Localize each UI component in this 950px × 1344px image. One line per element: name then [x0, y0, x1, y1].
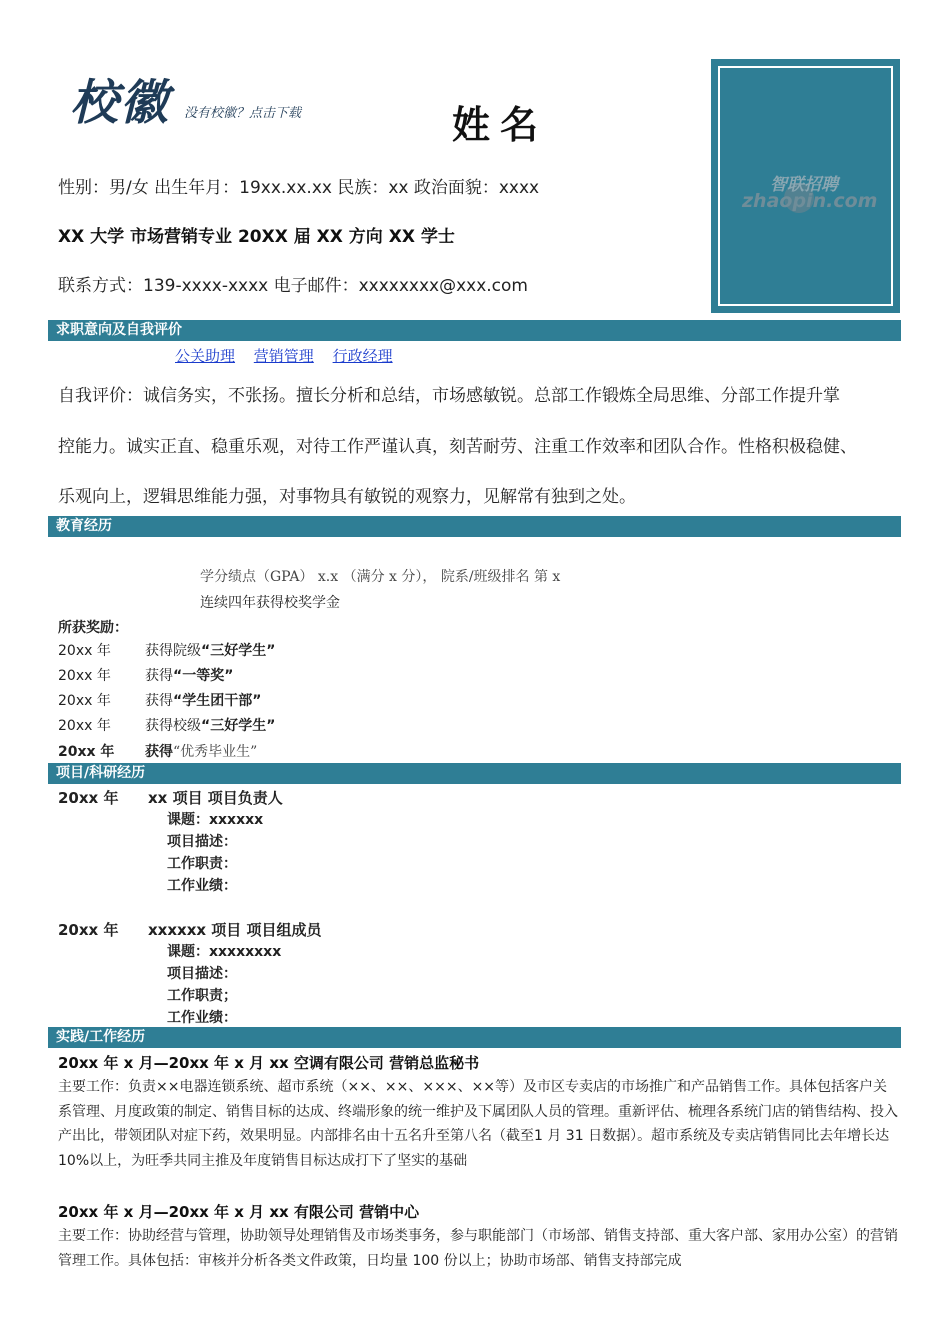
award-name: “三好学生” — [201, 718, 276, 734]
self-eval-line-3: 乐观向上，逻辑思维能力强，对事物具有敏锐的观察力，见解常有独到之处。 — [58, 487, 636, 507]
award-item — [145, 741, 257, 761]
self-eval-line-2: 控能力。诚实正直、稳重乐观，对待工作严谨认真，刻苦耐劳、注重工作效率和团队合作。性格积极稳健、 — [58, 437, 857, 457]
project-year: 20xx 年 — [58, 921, 119, 939]
award-prefix: 获得 — [145, 668, 173, 684]
award-item — [145, 665, 233, 685]
project-title: xx 项目 项目负责人 — [148, 789, 283, 807]
award-year: 20xx 年 — [58, 643, 111, 659]
project-title: xxxxxx 项目 项目组成员 — [148, 921, 322, 939]
award-item — [145, 690, 261, 710]
award-year: 20xx 年 — [58, 668, 111, 684]
award-prefix: 获得 — [145, 744, 173, 760]
school-logo[interactable]: 校徽 — [70, 75, 171, 131]
award-year: 20xx 年 — [58, 718, 111, 734]
basic-info: 性别：男/女 出生年月：19xx.xx.xx 民族：xx 政治面貌：xxxx — [58, 178, 540, 198]
award-name: “优秀毕业生” — [173, 744, 258, 760]
project-topic: 课题：xxxxxx — [167, 812, 264, 828]
job-link-pr-assistant[interactable]: 公关助理 — [175, 347, 236, 365]
award-prefix: 获得 — [145, 693, 173, 709]
project-duty: 工作职责： — [167, 856, 237, 872]
project-result: 工作业绩： — [167, 1010, 237, 1026]
job-intent-links — [175, 345, 407, 366]
award-year: 20xx 年 — [58, 693, 111, 709]
award-name: “学生团干部” — [173, 693, 262, 709]
job-link-marketing[interactable]: 营销管理 — [253, 347, 314, 365]
scholarship-line: 连续四年获得校奖学金 — [200, 595, 340, 611]
section-intent-header: 求职意向及自我评价 — [48, 320, 901, 341]
gpa-line: 学分绩点（GPA） x.x （满分 x 分）， 院系/班级排名 第 x — [200, 569, 561, 585]
education-summary: XX 大学 市场营销专业 20XX 届 XX 方向 XX 学士 — [58, 227, 455, 247]
work-title: 20xx 年 x 月—20xx 年 x 月 xx 空调有限公司 营销总监秘书 — [58, 1054, 480, 1072]
awards-title: 所获奖励： — [58, 620, 128, 636]
section-education-header: 教育经历 — [48, 516, 901, 537]
project-duty: 工作职责； — [167, 988, 237, 1004]
award-item — [145, 640, 275, 660]
project-desc: 项目描述： — [167, 966, 237, 982]
logo-download-hint[interactable]: 没有校徽？点击下载 — [184, 106, 302, 121]
award-name: “三好学生” — [201, 643, 276, 659]
section-project-header: 项目/科研经历 — [48, 763, 901, 784]
work-body: 主要工作：负责××电器连锁系统、超市系统（××、××、×××、××等）及市区专卖店的市场推广和产品销售工作。具体包括客户关系管理、月度政策的制定、销售目标的达成、终端形象的统一维护及下属团队人员的管理。重新评估、梳理各系统门店的销售结构、投入产出比，带领团队对症下药，效果明显。内部排名由十五名升至第八名（截至1 月 31 日数据）。超市系统及专卖店销售同比去年增长达 10%以上，为旺季共同主推及年度销售目标达成打下了坚实的基础 — [58, 1079, 898, 1169]
award-year: 20xx 年 — [58, 744, 115, 760]
award-prefix: 获得院级 — [145, 643, 201, 659]
section-work-header: 实践/工作经历 — [48, 1027, 901, 1048]
project-desc: 项目描述： — [167, 834, 237, 850]
contact-info: 联系方式：139-xxxx-xxxx 电子邮件：xxxxxxxx@xxx.com — [58, 276, 528, 296]
work-title: 20xx 年 x 月—20xx 年 x 月 xx 有限公司 营销中心 — [58, 1203, 420, 1221]
job-link-admin-manager[interactable]: 行政经理 — [332, 347, 393, 365]
photo-placeholder[interactable] — [711, 59, 900, 313]
award-item — [145, 715, 275, 735]
self-eval-line-1: 自我评价：诚信务实，不张扬。擅长分析和总结，市场感敏锐。总部工作锻炼全局思维、分部工作提升掌 — [58, 386, 840, 406]
resume-name: 姓名 — [452, 103, 549, 147]
watermark-en: zhaopin.com — [742, 190, 878, 212]
project-year: 20xx 年 — [58, 789, 119, 807]
photo-frame — [718, 66, 893, 306]
award-prefix: 获得校级 — [145, 718, 201, 734]
project-result: 工作业绩： — [167, 878, 237, 894]
work-body: 主要工作：协助经营与管理，协助领导处理销售及市场类事务，参与职能部门（市场部、销售支持部、重大客户部、家用办公室）的营销管理工作。具体包括：审核并分析各类文件政策，日均量 100 份以上；协助市场部、销售支持部完成 — [58, 1228, 898, 1269]
award-name: “一等奖” — [173, 668, 234, 684]
watermark-cn: 智联招聘 — [770, 175, 838, 195]
project-topic: 课题：xxxxxxxx — [167, 944, 282, 960]
